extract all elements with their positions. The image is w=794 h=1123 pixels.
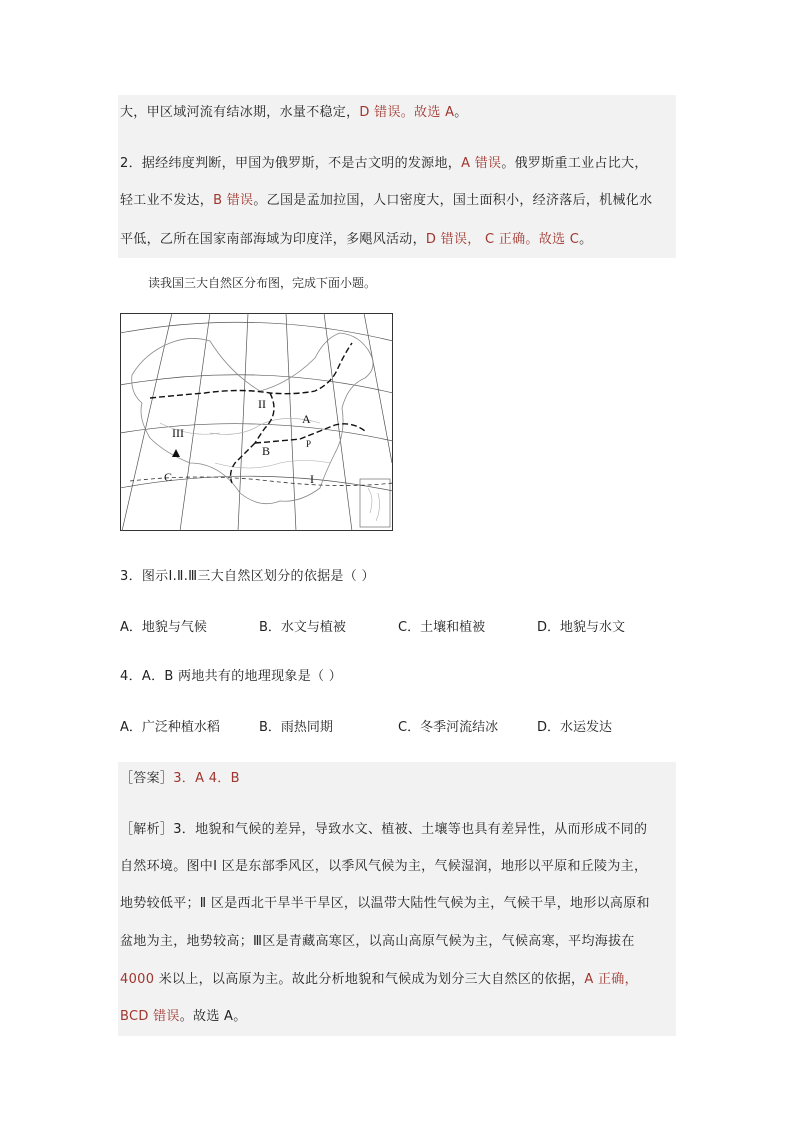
point-label-c: C	[164, 470, 173, 484]
question-intro: 读我国三大自然区分布图，完成下面小题。	[148, 276, 377, 290]
text: 2．据经纬度判断，甲国为俄罗斯，不是古文明的发源地，	[120, 156, 462, 171]
text: 。	[579, 232, 593, 247]
text: 米以上，以高原为主。故此分析地貌和气候成为划分三大自然区的依据，	[154, 972, 585, 987]
text: 。俄罗斯重工业占比大，	[501, 156, 648, 171]
analysis-line-5	[120, 968, 638, 987]
point-label-a: A	[302, 412, 311, 426]
answer-value: 3．A 4．B	[173, 771, 240, 786]
point-label-b: B	[262, 444, 271, 458]
q2-analysis-line-1	[120, 152, 648, 171]
region-label-iii: III	[172, 426, 184, 440]
text: 平低，乙所在国家南部海域为印度洋，多飓风活动，	[120, 232, 426, 247]
q3-option-b[interactable]: B．水文与植被	[259, 620, 346, 635]
text: 。	[454, 105, 468, 120]
text: B 错误	[213, 193, 254, 208]
q2-analysis-line-3	[120, 228, 592, 247]
text: BCD 错误	[120, 1009, 180, 1024]
q2-analysis-line-2	[120, 189, 652, 208]
q3-option-c[interactable]: C．土壤和植被	[398, 620, 486, 635]
text: 。故选 A	[179, 1009, 234, 1024]
text: 3．地貌和气候的差异，导致水文、植被、土壤等也具有差异性，从而形成不同的	[173, 822, 648, 837]
text: D 错误， C 正确。故选 C	[425, 232, 580, 247]
q4-option-d[interactable]: D．水运发达	[537, 720, 613, 735]
china-natural-regions-map	[120, 313, 393, 531]
text: 。	[233, 1009, 247, 1024]
analysis-line-4: 盆地为主，地势较高；Ⅲ区是青藏高寒区，以高山高原气候为主，气候高寒，平均海拔在	[120, 934, 635, 949]
text: 4000	[120, 972, 155, 987]
analysis-line-6	[120, 1005, 247, 1024]
answer-label: ［答案］	[120, 771, 174, 786]
answer-line	[120, 767, 240, 786]
q3-stem: 3．图示Ⅰ.Ⅱ.Ⅲ三大自然区划分的依据是（ ）	[120, 569, 375, 584]
prev-analysis-line-1	[120, 101, 468, 120]
region-label-i: I	[310, 472, 314, 486]
analysis-line-1	[120, 818, 647, 837]
text: A 错误	[461, 156, 502, 171]
q4-option-a[interactable]: A．广泛种植水稻	[120, 720, 220, 735]
analysis-label: ［解析］	[120, 822, 174, 837]
region-label-ii: II	[258, 397, 266, 411]
point-label-p: P	[306, 439, 312, 449]
analysis-line-2: 自然环境。图中Ⅰ 区是东部季风区，以季风气候为主，气候湿润，地形以平原和丘陵为主，	[120, 859, 648, 874]
analysis-line-3: 地势较低平；Ⅱ 区是西北干旱半干旱区，以温带大陆性气候为主，气候干旱，地形以高原和	[120, 896, 650, 911]
text: 大，甲区域河流有结冰期，水量不稳定，	[120, 105, 360, 120]
q4-option-c[interactable]: C．冬季河流结冰	[398, 720, 499, 735]
q3-option-d[interactable]: D．地貌与水文	[537, 620, 626, 635]
q4-stem: 4．A．B 两地共有的地理现象是（ ）	[120, 669, 343, 684]
text: D 错误。故选 A	[359, 105, 455, 120]
text: 。乙国是孟加拉国，人口密度大，国土面积小，经济落后，机械化水	[253, 193, 653, 208]
q4-option-b[interactable]: B．雨热同期	[259, 720, 333, 735]
q3-option-a[interactable]: A．地貌与气候	[120, 620, 207, 635]
text: 轻工业不发达，	[120, 193, 214, 208]
text: A 正确，	[584, 972, 638, 987]
